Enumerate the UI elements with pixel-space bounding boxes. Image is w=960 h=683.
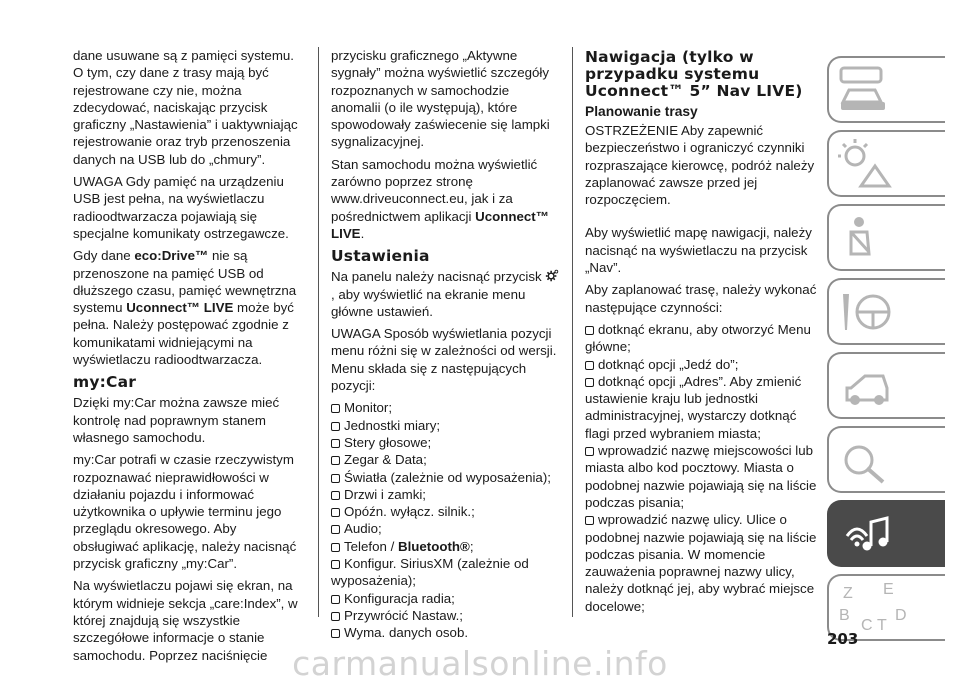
list-item: Konfiguracja radia; bbox=[331, 590, 561, 607]
paragraph: UWAGA Gdy pamięć na urządzeniu USB jest pełna, na wyświetlaczu radioodtwarzacza pojawiają się specjalne komunikaty ostrzegawcze. bbox=[73, 174, 289, 241]
index-letter: D bbox=[895, 607, 907, 624]
list-item: Konfigur. SiriusXM (zależnie od wyposażenia); bbox=[331, 556, 529, 589]
paragraph: Aby zaplanować trasę, należy wykonać następujące czynności: bbox=[585, 282, 817, 315]
checkbox-bullet-icon bbox=[331, 422, 340, 431]
checkbox-bullet-icon bbox=[331, 491, 340, 500]
section-heading-navigation: Nawigacja (tylko w przypadku systemu Uconnect™ 5” Nav LIVE) bbox=[585, 48, 803, 100]
paragraph: Dzięki my:Car można zawsze mieć kontrolę nad poprawnym stanem własnego samochodu. bbox=[73, 395, 280, 445]
tab-warning-lights[interactable] bbox=[827, 130, 945, 197]
text-column-2 bbox=[331, 47, 561, 642]
checkbox-bullet-icon bbox=[585, 361, 594, 370]
tab-maintenance[interactable] bbox=[827, 426, 945, 493]
checkbox-bullet-icon bbox=[331, 595, 340, 604]
tab-safety[interactable] bbox=[827, 204, 945, 271]
settings-menu-list bbox=[331, 399, 561, 641]
checkbox-bullet-icon bbox=[331, 456, 340, 465]
index-icon bbox=[837, 580, 917, 636]
index-letter: Z bbox=[843, 585, 853, 602]
list-item: Zegar & Data; bbox=[331, 451, 561, 468]
warning-lights-icon bbox=[837, 136, 897, 192]
watermark: carmanualsonline.info bbox=[292, 643, 668, 683]
index-letter: T bbox=[877, 617, 887, 634]
paragraph: Gdy dane eco:Drive™ nie są przenoszone na pamięć USB od dłuższego czasu, pamięć wewnętrzna systemu Uconnect™ LIVE może być pełna. Należy postępować zgodnie z komunikatami widniejącymi na wyświetlaczu radioodtwarzacza. bbox=[73, 248, 297, 368]
text-column-3 bbox=[585, 47, 817, 615]
checkbox-bullet-icon bbox=[585, 378, 594, 387]
subheading-route-planning: Planowanie trasy bbox=[585, 104, 698, 119]
text-column-1 bbox=[73, 47, 298, 669]
checkbox-bullet-icon bbox=[331, 525, 340, 534]
tab-starting-driving[interactable] bbox=[827, 278, 945, 345]
list-item: Światła (zależnie od wyposażenia); bbox=[331, 469, 561, 486]
list-item: dotknąć opcji „Adres”. Aby zmienić ustawienie kraju lub jednostki administracyjnej, wystarczy dotknąć flagi przed wybraniem miasta; bbox=[585, 373, 802, 441]
checkbox-bullet-icon bbox=[331, 508, 340, 517]
page-number: 203 bbox=[827, 630, 859, 648]
paragraph: Aby wyświetlić mapę nawigacji, należy nacisnąć na wyświetlaczu na przycisk „Nav”. bbox=[585, 225, 812, 276]
list-item: Telefon / Bluetooth®; bbox=[331, 538, 561, 555]
paragraph: Stan samochodu można wyświetlić zarówno poprzez stronę www.driveuconnect.eu, jak i za pośrednictwem aplikacji Uconnect™ LIVE. bbox=[331, 156, 550, 241]
checkbox-bullet-icon bbox=[331, 404, 340, 413]
safety-icon bbox=[837, 210, 897, 266]
maintenance-icon bbox=[837, 432, 897, 488]
paragraph: my:Car potrafi w czasie rzeczywistym rozpoznawać nieprawidłowości w działaniu pojazdu i informować użytkownika o upływie terminu jego przeglądu okresowego. Aby obsługiwać aplikację, należy nacisnąć przycisk graficzny „my:Car”. bbox=[73, 452, 297, 572]
tab-car-overview[interactable] bbox=[827, 56, 945, 123]
tab-emergency[interactable] bbox=[827, 352, 945, 419]
index-letter: E bbox=[883, 581, 894, 598]
emergency-icon bbox=[837, 358, 897, 414]
section-heading-settings: Ustawienia bbox=[331, 247, 430, 266]
checkbox-bullet-icon bbox=[331, 560, 340, 569]
paragraph: UWAGA Sposób wyświetlania pozycji menu różni się w zależności od wersji. Menu składa się z następujących pozycji: bbox=[331, 326, 557, 394]
settings-gear-icon bbox=[545, 269, 559, 283]
checkbox-bullet-icon bbox=[331, 629, 340, 638]
list-item: Stery głosowe; bbox=[331, 434, 561, 451]
list-item: Przywrócić Nastaw.; bbox=[331, 607, 561, 624]
multimedia-icon bbox=[837, 506, 897, 562]
chapter-tabs bbox=[827, 56, 945, 648]
column-divider bbox=[572, 47, 573, 617]
index-letter: C bbox=[861, 617, 873, 634]
index-letter: B bbox=[839, 607, 850, 624]
list-item: Audio; bbox=[331, 520, 561, 537]
checkbox-bullet-icon bbox=[331, 474, 340, 483]
paragraph: dane usuwane są z pamięci systemu. O tym, czy dane z trasy mają być rejestrowane czy nie, można zdecydować, naciskając przycisk graficzny „Nastawienia” i uaktywniając rejestrowanie oraz tryb przenoszenia danych na USB lub do „chmury”. bbox=[73, 48, 298, 167]
checkbox-bullet-icon bbox=[585, 447, 594, 456]
list-item: Wyma. danych osob. bbox=[331, 624, 561, 641]
checkbox-bullet-icon bbox=[331, 439, 340, 448]
checkbox-bullet-icon bbox=[585, 516, 594, 525]
checkbox-bullet-icon bbox=[331, 543, 340, 552]
paragraph: przycisku graficznego „Aktywne sygnały” można wyświetlić szczegóły rozpoznanych w samochodzie anomalii (o ile występują), które spowodowały zaświecenie się lampki sygnalizacyjnej. bbox=[331, 48, 550, 150]
list-item: Monitor; bbox=[331, 399, 561, 416]
checkbox-bullet-icon bbox=[585, 326, 594, 335]
list-item: wprowadzić nazwę ulicy. Ulice o podobnej nazwie pojawiają się na liście podczas pisania. W momencie zauważenia poprawnej nazwy ulicy, należy dotknąć jej, aby wybrać miejsce docelowe; bbox=[585, 512, 817, 614]
route-steps-list bbox=[585, 321, 817, 615]
paragraph: OSTRZEŻENIE Aby zapewnić bezpieczeństwo i ograniczyć czynniki rozpraszające kierowcę, podróż należy zaplanować zawsze przed jej rozpoczęciem. bbox=[585, 123, 815, 208]
section-heading-mycar: my:Car bbox=[73, 373, 137, 392]
column-divider bbox=[318, 47, 319, 617]
list-item: Drzwi i zamki; bbox=[331, 486, 561, 503]
starting-driving-icon bbox=[837, 284, 897, 340]
list-item: dotknąć opcji „Jedź do”; bbox=[585, 356, 817, 373]
list-item: Opóźn. wyłącz. silnik.; bbox=[331, 503, 561, 520]
list-item: dotknąć ekranu, aby otworzyć Menu główne; bbox=[585, 321, 811, 355]
checkbox-bullet-icon bbox=[331, 612, 340, 621]
paragraph: Na wyświetlaczu pojawi się ekran, na którym widnieje sekcja „care:Index”, w której znajdują się wszystkie szczegółowe informacje o stanie samochodu. Poprzez naciśnięcie bbox=[73, 578, 298, 663]
car-overview-icon bbox=[837, 62, 897, 118]
list-item: Jednostki miary; bbox=[331, 417, 561, 434]
list-item: wprowadzić nazwę miejscowości lub miasta albo kod pocztowy. Miasta o podobnej nazwie pojawiają się na liście podczas pisania; bbox=[585, 443, 817, 510]
paragraph: Na panelu należy nacisnąć przycisk , aby wyświetlić na ekranie menu główne ustawień. bbox=[331, 268, 561, 320]
tab-multimedia[interactable] bbox=[827, 500, 945, 567]
